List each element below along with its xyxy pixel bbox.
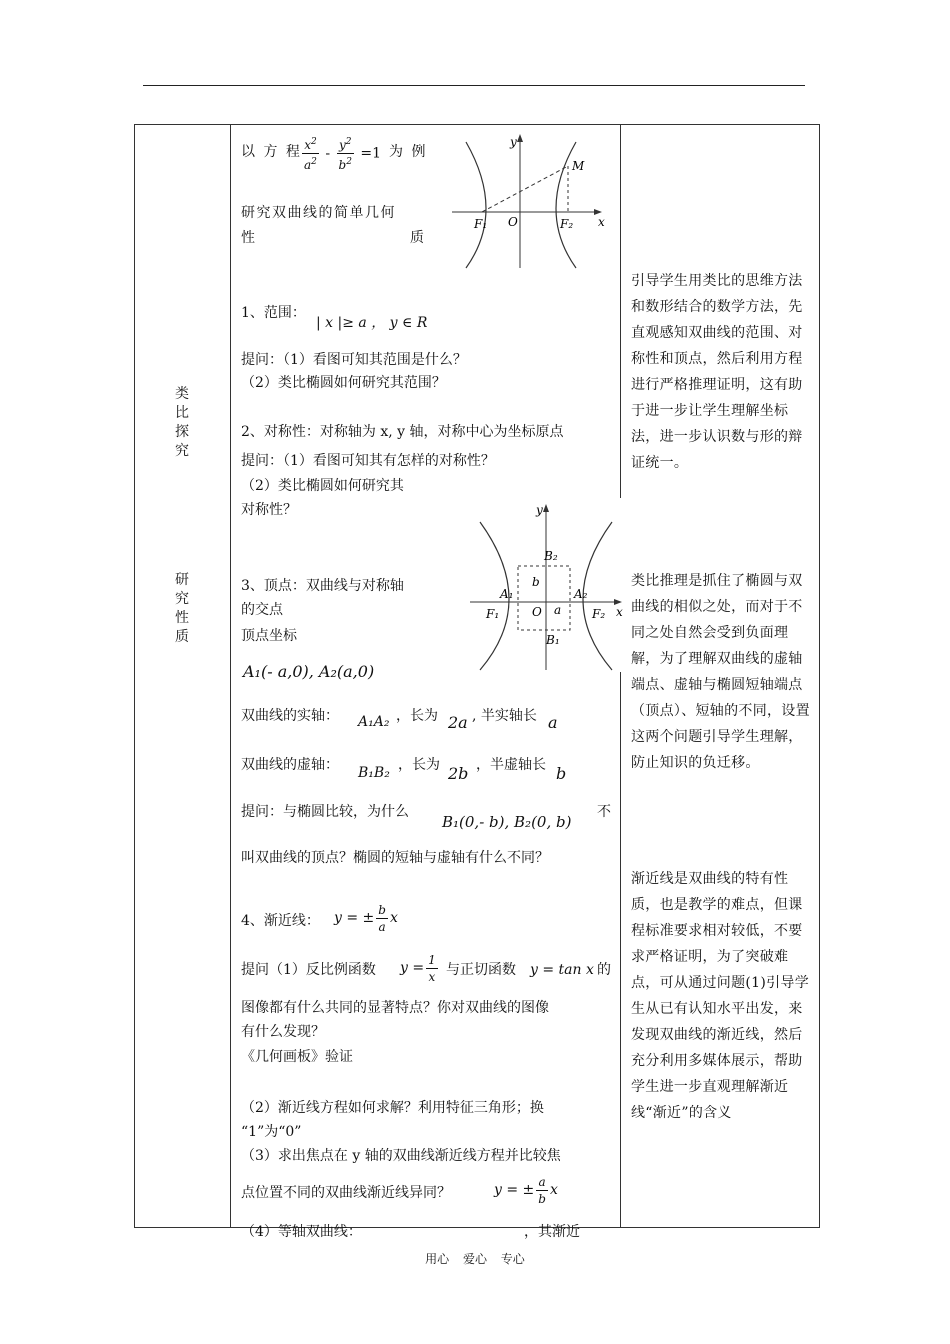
fig2-a-label: a: [554, 603, 562, 617]
stage-label-analogy: 类比探究: [175, 386, 189, 459]
asymptote-q3-line2: 点位置不同的双曲线渐近线异同？: [241, 1185, 451, 1201]
eq-num1: x: [304, 138, 311, 152]
intro-tail: 为 例: [389, 144, 428, 160]
fig2-O-label: O: [532, 605, 542, 619]
asymptote-q1-inverse: [400, 952, 440, 985]
fig1-x-label: x: [598, 215, 605, 229]
real-axis-label: 双曲线的实轴：: [241, 708, 339, 724]
range-label: 1、范围：: [241, 305, 306, 321]
fig2-B1-label: B₁: [546, 633, 560, 647]
semi-imag-axis-value: b: [556, 764, 567, 783]
asymptote-q1-c: 与正切函数: [446, 962, 516, 978]
asymptote-q1-line4: 《几何画板》验证: [241, 1049, 353, 1065]
fig1-O-label: O: [508, 215, 518, 229]
asymptote-eq-num: b: [378, 903, 386, 917]
asymptote-q1-line2: 图像都有什么共同的显著特点？你对双曲线的图像: [241, 1000, 549, 1016]
vertex-coords-label: 顶点坐标: [241, 628, 297, 644]
asymptote-q2-line1: （2）渐近线方程如何求解？利用特征三角形；换: [241, 1100, 544, 1116]
asymptote-q1-a: 提问（1）反比例函数: [241, 962, 376, 978]
asymptote-q1-b: y =: [400, 960, 425, 976]
imag-axis-label: 双曲线的虚轴：: [241, 757, 339, 773]
fig2-F2-label: F₂: [592, 607, 606, 621]
fig2-y-label: y: [536, 503, 543, 517]
fig2-A1-label: A₁: [500, 587, 514, 601]
stage-column: [135, 125, 231, 1227]
vertex-question-points: B₁(0,- b), B₂(0, b): [442, 813, 572, 831]
intro-line3b: 质: [410, 230, 424, 246]
vertex-question-a: 提问：与椭圆比较，为什么: [241, 804, 409, 820]
range-q1: 提问：（1）看图可知其范围是什么？: [241, 352, 467, 368]
hyperbola-figure-2: [466, 498, 626, 672]
semi-real-axis-value: a: [548, 713, 558, 732]
asymptote-q3-den: b: [538, 1192, 546, 1206]
fig2-y-arrow: [543, 504, 549, 512]
fig2-A2-label: A₂: [574, 587, 588, 601]
vertex-label2: 的交点: [241, 602, 283, 618]
fig1-F1-label: F₁: [474, 217, 488, 231]
asymptote-q1-line3: 有什么发现？: [241, 1024, 325, 1040]
intro-line2: 研究双曲线的简单几何: [241, 205, 396, 221]
asymptote-eq-x: x: [389, 910, 398, 926]
fig2-F1-label: F₁: [486, 607, 500, 621]
eq-rhs: =1: [360, 145, 382, 162]
hyperbola-figure-1: [446, 128, 606, 270]
note-asymptote: [631, 866, 813, 1126]
asymptote-q1-e: 的: [597, 962, 611, 978]
asymptote-label: 4、渐近线：: [241, 913, 320, 929]
intro-lead: 以 方 程: [241, 144, 302, 160]
vertex-question-d: 叫双曲线的顶点？椭圆的短轴与虚轴有什么不同？: [241, 850, 549, 866]
real-axis-length-label: ，长为: [396, 708, 438, 724]
range-expr: | x |≥ a ， y ∈ R: [316, 315, 428, 331]
fig1-y-arrow: [517, 134, 523, 142]
asymptote-q4-tail: ，其渐近: [524, 1224, 580, 1240]
range-q2: （2）类比椭圆如何研究其范围？: [241, 375, 446, 391]
symmetry-label: 2、对称性：对称轴为 x, y 轴，对称中心为坐标原点: [241, 424, 564, 440]
imag-axis-length-label: ，长为: [398, 757, 440, 773]
asymptote-q3-lhs: y = ±: [494, 1182, 535, 1198]
asymptote-eq-lhs: y = ±: [334, 910, 375, 926]
symmetry-q1: 提问：（1）看图可知其有怎样的对称性？: [241, 453, 495, 469]
eq-num2: y: [338, 138, 346, 152]
imag-axis-length: 2b: [448, 764, 469, 783]
note-vertex-text: 类比推理是抓住了椭圆与双曲线的相似之处，而对于不同之处自然会受到负面理解，为了理解双曲线的虚轴端点、虚轴与椭圆短轴端点（顶点）、短轴的不同，设置这两个问题引导学生理解，防止知识的负迁移。: [631, 573, 810, 771]
asymptote-q1-tan: y = tan x: [530, 962, 594, 978]
vertex-coords: A₁(- a,0), A₂(a,0): [243, 662, 375, 681]
fig1-M-label: M: [572, 159, 585, 173]
note-asymptote-text: 渐近线是双曲线的特有性质，也是教学的难点，但课程标准要求相对较低，不要求严格证明，为了突破难点，可从通过问题(1)引导学生从已有认知水平出发，来发现双曲线的渐近线，然后充分利用多媒体展示，帮助学生进一步直观理解渐近线“渐近”的含义: [631, 871, 810, 1121]
stage-label-properties: 研究性质: [175, 572, 189, 645]
asymptote-q3-eq: [494, 1174, 558, 1207]
asymptote-eq: [334, 902, 398, 935]
imag-axis-segment: B₁B₂: [358, 765, 390, 781]
asymptote-q1-num: 1: [428, 953, 436, 967]
fig1-focal-line-1: [482, 166, 568, 212]
fig2-x-label: x: [616, 605, 623, 619]
intro-equation: $\frac{x^2}{a^2}$ - $\frac{y^2}{b^2}$ =1: [300, 134, 381, 173]
real-axis-length: 2a: [448, 713, 468, 732]
asymptote-q3-num: a: [536, 1174, 548, 1191]
asymptote-q2-line2: “1”为“0”: [241, 1124, 302, 1140]
note-vertex: [631, 568, 813, 776]
fig1-F2-label: F₂: [560, 217, 574, 231]
semi-real-axis-label: , 半实轴长: [472, 708, 537, 724]
vertex-label: 3、顶点：双曲线与对称轴: [241, 578, 404, 594]
fig2-b-label: b: [532, 575, 540, 589]
asymptote-q4: （4）等轴双曲线：: [241, 1224, 362, 1240]
fig1-left-branch: [466, 142, 486, 268]
asymptote-q1-den: x: [428, 970, 436, 984]
fig2-B2-label: B₂: [544, 549, 558, 563]
note-analogy-text: 引导学生用类比的思维方法和数形结合的数学方法，先直观感知双曲线的范围、对称性和顶点，然后利用方程进行严格推理证明，这有助于进一步让学生理解坐标法，进一步认识数与形的辩证统一。: [631, 273, 803, 471]
symmetry-q3: 对称性？: [241, 502, 297, 518]
symmetry-q2: （2）类比椭圆如何研究其: [241, 478, 404, 494]
column-divider-2: [620, 125, 621, 1227]
fig2-characteristic-rect: [518, 566, 570, 630]
intro-line3a: 性: [241, 230, 255, 246]
vertex-question-c: 不: [597, 804, 611, 820]
asymptote-q3-x: x: [549, 1182, 558, 1198]
real-axis-segment: A₁A₂: [358, 714, 390, 730]
asymptote-q3-line1: （3）求出焦点在 y 轴的双曲线渐近线方程并比较焦: [241, 1148, 561, 1164]
asymptote-eq-den: a: [378, 920, 386, 934]
page-footer: 用心 爱心 专心: [425, 1252, 525, 1266]
semi-imag-axis-label: ，半虚轴长: [476, 757, 546, 773]
eq-den1: a: [304, 158, 312, 172]
fig1-y-label: y: [510, 135, 517, 149]
header-rule: [143, 85, 805, 86]
eq-den2: b: [338, 158, 347, 172]
note-analogy: [631, 268, 813, 476]
